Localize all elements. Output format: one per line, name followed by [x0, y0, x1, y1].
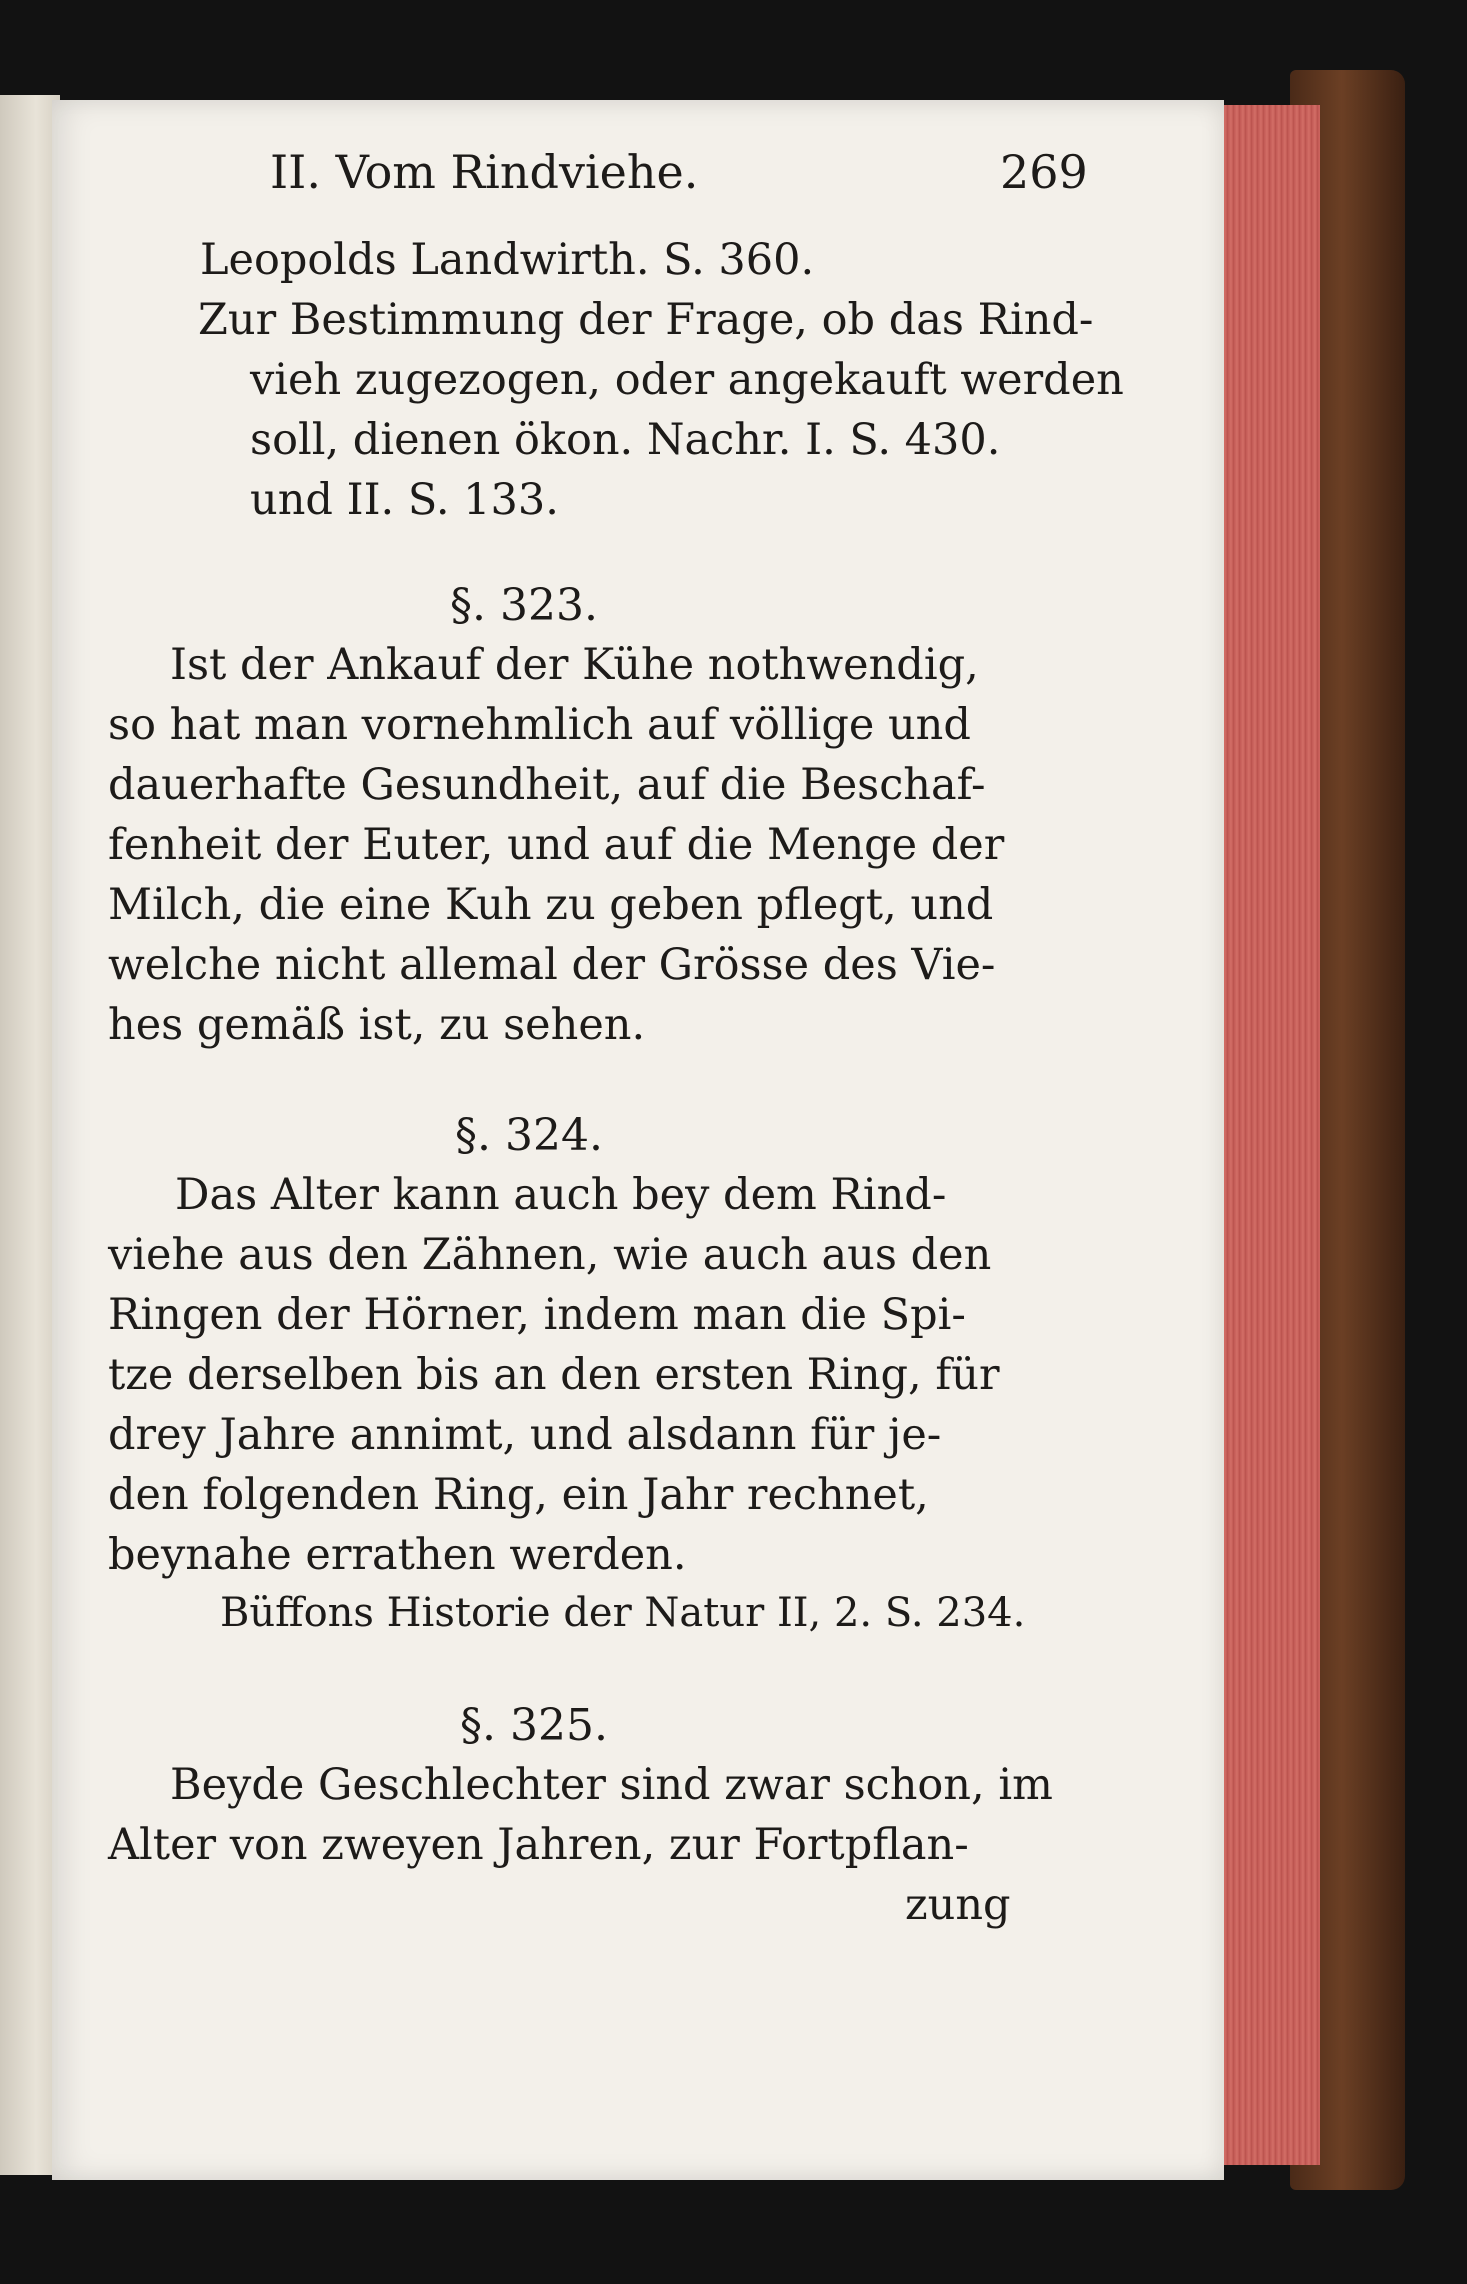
text-line: welche nicht allemal der Grösse des Vie- [108, 940, 996, 990]
text-line: den folgenden Ring, ein Jahr rechnet, [108, 1470, 929, 1520]
left-page-edge [0, 95, 60, 2175]
text-line: Zur Bestimmung der Frage, ob das Rind- [198, 295, 1094, 345]
text-line: vieh zugezogen, oder angekauft werden [250, 355, 1124, 405]
text-line: Ringen der Hörner, indem man die Spi- [108, 1290, 966, 1340]
text-line: und II. S. 133. [250, 475, 559, 525]
catchword: zung [905, 1880, 1011, 1930]
section-heading: §. 323. [450, 580, 598, 631]
running-header: II. Vom Rindviehe. [270, 145, 699, 199]
text-line: viehe aus den Zähnen, wie auch aus den [108, 1230, 992, 1280]
section-heading: §. 324. [455, 1110, 603, 1161]
text-line: beynahe errathen werden. [108, 1530, 687, 1580]
text-line: Beyde Geschlechter sind zwar schon, im [170, 1760, 1053, 1810]
text-line: dauerhafte Gesundheit, auf die Beschaf- [108, 760, 986, 810]
page-edge-red [1210, 105, 1320, 2165]
text-line: so hat man vornehmlich auf völlige und [108, 700, 971, 750]
text-line: Leopolds Landwirth. S. 360. [200, 235, 815, 285]
text-line: drey Jahre annimt, und alsdann für je- [108, 1410, 942, 1460]
text-line: Ist der Ankauf der Kühe nothwendig, [170, 640, 979, 690]
text-line: Das Alter kann auch bey dem Rind- [175, 1170, 947, 1220]
section-heading: §. 325. [460, 1700, 608, 1751]
text-line: hes gemäß ist, zu sehen. [108, 1000, 646, 1050]
text-line: fenheit der Euter, und auf die Menge der [108, 820, 1005, 870]
text-line: Milch, die eine Kuh zu geben pflegt, und [108, 880, 994, 930]
text-line: Alter von zweyen Jahren, zur Fortpflan- [108, 1820, 969, 1870]
text-line: tze derselben bis an den ersten Ring, für [108, 1350, 1000, 1400]
text-line: Büffons Historie der Natur II, 2. S. 234. [220, 1590, 1026, 1636]
page-number: 269 [1000, 145, 1088, 199]
text-line: soll, dienen ökon. Nachr. I. S. 430. [250, 415, 1001, 465]
